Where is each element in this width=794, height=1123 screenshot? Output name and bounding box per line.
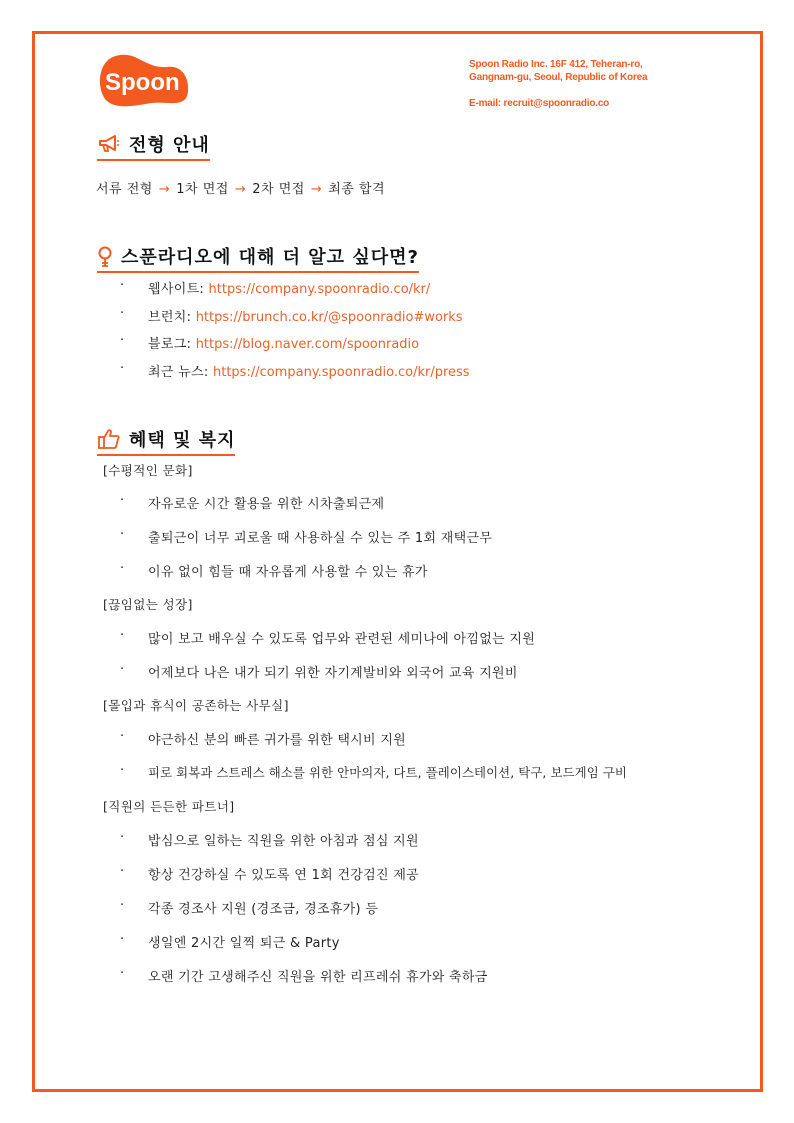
benefit-group-heading: [몰입과 휴식이 공존하는 사무실] — [103, 698, 289, 713]
process-step: 1차 면접 — [176, 182, 229, 197]
link-label: 최근 뉴스: — [148, 364, 213, 380]
benefit-list — [120, 729, 740, 797]
link-label: 블로그: — [148, 337, 196, 352]
more-section-title — [97, 243, 419, 273]
blog-link[interactable]: https://blog.naver.com/spoonradio — [195, 337, 420, 352]
list-item: · 피로 회복과 스트레스 해소를 위한 안마의자, 다트, 플레이스테이션, 탁구, 보드게임 구비 — [120, 763, 627, 780]
logo-text: Spoon — [105, 69, 180, 96]
spoon-logo — [97, 53, 189, 109]
website-link[interactable]: https://company.spoonradio.co/kr/ — [208, 282, 431, 297]
company-address-line1: Spoon Radio Inc. 16F 412, Teheran-ro, — [469, 59, 643, 70]
list-item: · 생일엔 2시간 일찍 퇴근 & Party — [120, 932, 340, 951]
megaphone-icon — [97, 133, 121, 155]
more-title-text: 스푼라디오에 대해 더 알고 싶다면? — [121, 247, 419, 268]
list-item: · 웹사이트: https://company.spoonradio.co/kr/ — [120, 278, 431, 297]
company-email: E-mail: recruit@spoonradio.co — [469, 98, 610, 109]
list-item: · 밥심으로 일하는 직원을 위한 아침과 점심 지원 — [120, 830, 419, 849]
arrow-icon: → — [158, 182, 171, 197]
process-step: 서류 전형 — [96, 182, 153, 197]
list-item: · 어제보다 나은 내가 되기 위한 자기계발비와 외국어 교육 지원비 — [120, 662, 518, 681]
process-flow — [96, 178, 385, 197]
benefit-group-heading: [수평적인 문화] — [103, 463, 193, 478]
benefit-list — [120, 493, 740, 595]
list-item: · 야근하신 분의 빠른 귀가를 위한 택시비 지원 — [120, 729, 407, 748]
arrow-icon: → — [310, 182, 323, 197]
link-list — [120, 278, 620, 388]
thumbs-up-icon — [97, 428, 121, 450]
list-item: · 블로그: https://blog.naver.com/spoonradio — [120, 333, 420, 352]
arrow-icon: → — [234, 182, 247, 197]
link-label: 웹사이트: — [148, 282, 209, 297]
benefits-title-text: 혜택 및 복지 — [129, 430, 236, 451]
benefit-list — [120, 628, 740, 696]
news-link[interactable]: https://company.spoonradio.co/kr/press — [212, 364, 470, 380]
list-item: · 각종 경조사 지원 (경조금, 경조휴가) 등 — [120, 898, 379, 917]
company-address-line2: Gangnam-gu, Seoul, Republic of Korea — [469, 72, 648, 83]
benefit-list — [120, 830, 740, 1000]
list-item: · 많이 보고 배우실 수 있도록 업무와 관련된 세미나에 아낌없는 지원 — [120, 628, 536, 647]
list-item: · 이유 없이 힘들 때 자유롭게 사용할 수 있는 휴가 — [120, 561, 428, 580]
list-item: · 항상 건강하실 수 있도록 연 1회 건강검진 제공 — [120, 864, 420, 883]
list-item: · 브런치: https://brunch.co.kr/@spoonradio#works — [120, 305, 463, 325]
company-info — [469, 58, 729, 110]
brunch-link[interactable]: https://brunch.co.kr/@spoonradio#works — [195, 309, 463, 325]
benefits-section-title — [97, 426, 235, 456]
process-step: 2차 면접 — [252, 182, 305, 197]
lightbulb-icon — [97, 245, 113, 267]
process-title-text: 전형 안내 — [129, 135, 210, 156]
list-item: · 오랜 기간 고생해주신 직원을 위한 리프레쉬 휴가와 축하금 — [120, 966, 488, 985]
process-step: 최종 합격 — [328, 182, 386, 197]
link-label: 브런치: — [148, 309, 196, 325]
list-item: · 출퇴근이 너무 괴로울 때 사용하실 수 있는 주 1회 재택근무 — [120, 527, 493, 546]
process-section-title — [97, 131, 210, 161]
list-item: · 최근 뉴스: https://company.spoonradio.co/kr/press — [120, 360, 470, 380]
benefit-group-heading: [직원의 든든한 파트너] — [103, 799, 235, 814]
list-item: · 자유로운 시간 활용을 위한 시차출퇴근제 — [120, 493, 385, 512]
benefit-group-heading: [끊임없는 성장] — [103, 597, 193, 612]
